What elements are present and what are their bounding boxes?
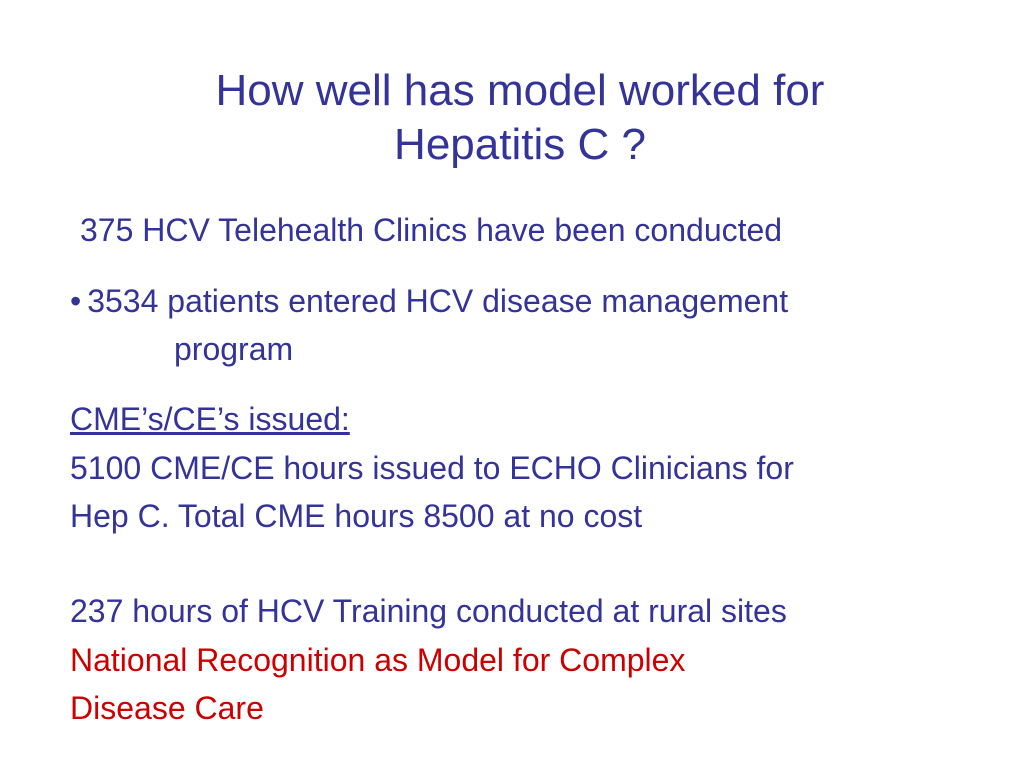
cme-heading: CME’s/CE’s issued: (70, 401, 350, 437)
recognition-line-1: National Recognition as Model for Complex (70, 642, 686, 678)
patients-line-2: program (174, 331, 294, 367)
patients-line-1: 3534 patients entered HCV disease management (87, 283, 789, 319)
training-statement: 237 hours of HCV Training conducted at rural sites (70, 593, 787, 629)
recognition-line-2: Disease Care (70, 690, 264, 726)
clinics-statement: 375 HCV Telehealth Clinics have been conducted (80, 212, 783, 248)
slide-title (100, 64, 940, 172)
cme-line-2: Hep C. Total CME hours 8500 at no cost (70, 498, 643, 534)
bullet-icon: • (70, 283, 82, 319)
cme-line-1: 5100 CME/CE hours issued to ECHO Clinicians for (70, 450, 794, 486)
patients-bullet-item (70, 278, 788, 325)
slide-title-line-2: Hepatitis C ? (394, 120, 646, 169)
slide-title-line-1: How well has model worked for (215, 66, 825, 115)
